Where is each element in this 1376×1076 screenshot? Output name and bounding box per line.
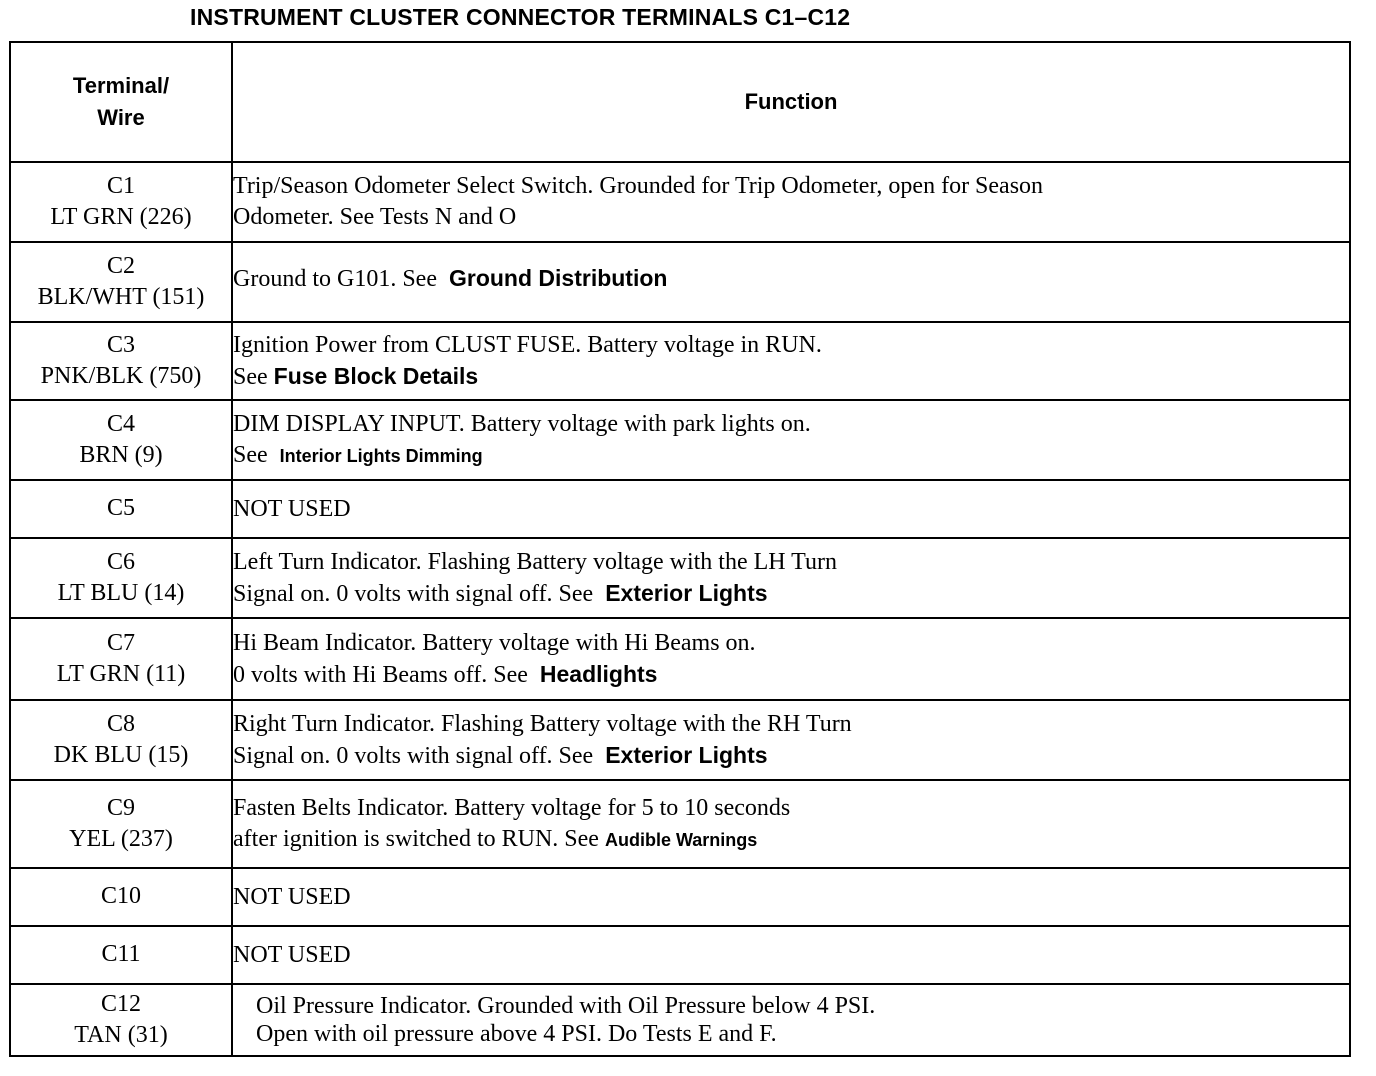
terminal-id: C2: [106, 253, 135, 279]
function-line: Open with oil pressure above 4 PSI. Do Tests E and F.: [256, 1021, 777, 1047]
terminal-cell: [10, 926, 232, 984]
table-row: [10, 400, 1350, 480]
cross-reference: Fuse Block Details: [273, 362, 479, 389]
function-cell: [232, 868, 1350, 926]
terminal-cell: [10, 400, 232, 480]
function-text: See: [233, 363, 268, 390]
wire-color: LT BLU (14): [57, 580, 185, 606]
function-cell: [232, 538, 1350, 618]
wire-color: BRN (9): [79, 442, 163, 468]
function-line: NOT USED: [233, 495, 351, 522]
function-line: NOT USED: [233, 883, 351, 910]
cross-reference: Ground Distribution: [448, 265, 668, 291]
terminal-wire-header: [10, 42, 232, 162]
table-row: [10, 480, 1350, 538]
terminal-cell: [10, 480, 232, 538]
function-line: Right Turn Indicator. Flashing Battery voltage with the RH Turn: [233, 710, 852, 737]
function-line: [233, 824, 1349, 856]
table-row: [10, 984, 1350, 1056]
cross-reference: Exterior Lights: [605, 579, 768, 606]
function-line: Left Turn Indicator. Flashing Battery voltage with the LH Turn: [233, 548, 837, 575]
table-row: [10, 926, 1350, 984]
function-cell: [232, 700, 1350, 780]
cross-reference: Headlights: [539, 660, 658, 687]
terminal-id: C8: [106, 711, 135, 737]
wire-color: LT GRN (11): [56, 661, 186, 687]
table-row: [10, 242, 1350, 322]
terminal-id: C12: [100, 991, 141, 1017]
terminal-header-line2: Wire: [97, 105, 145, 130]
wire-color: YEL (237): [69, 826, 173, 852]
function-text: See: [233, 441, 268, 468]
wire-color: TAN (31): [74, 1022, 168, 1048]
function-line: DIM DISPLAY INPUT. Battery voltage with park lights on.: [233, 410, 811, 437]
terminal-id: C6: [106, 549, 135, 575]
terminal-table: [9, 41, 1351, 1057]
terminal-id: C5: [106, 495, 135, 521]
function-line: [233, 440, 1349, 472]
function-header: Function: [232, 42, 1350, 162]
table-row: [10, 868, 1350, 926]
terminal-id: C3: [106, 332, 135, 358]
function-cell: [232, 926, 1350, 984]
table-row: [10, 162, 1350, 242]
terminal-id: C9: [106, 795, 135, 821]
terminal-cell: [10, 780, 232, 868]
wire-color: BLK/WHT (151): [37, 284, 205, 310]
function-line: [233, 578, 1349, 610]
function-line: Fasten Belts Indicator. Battery voltage for 5 to 10 seconds: [233, 794, 791, 821]
terminal-cell: [10, 538, 232, 618]
terminal-cell: [10, 322, 232, 400]
terminal-cell: [10, 162, 232, 242]
table-row: [10, 322, 1350, 400]
table-row: [10, 538, 1350, 618]
terminal-cell: [10, 618, 232, 700]
terminal-header-line1: Terminal/: [72, 73, 170, 98]
function-cell: [232, 400, 1350, 480]
terminal-cell: [10, 868, 232, 926]
terminal-id: C11: [101, 941, 141, 967]
function-text: Ground to G101. See: [233, 266, 437, 292]
function-cell: [232, 984, 1350, 1056]
table-row: [10, 780, 1350, 868]
wire-color: LT GRN (226): [50, 204, 192, 230]
cross-reference: Audible Warnings: [604, 829, 758, 850]
function-line: [233, 263, 1349, 295]
function-text: Signal on. 0 volts with signal off. See: [233, 580, 594, 607]
function-line: [233, 659, 1349, 691]
wire-color: PNK/BLK (750): [40, 363, 202, 389]
function-line: [233, 740, 1349, 772]
function-text: 0 volts with Hi Beams off. See: [233, 661, 528, 688]
terminal-cell: [10, 984, 232, 1056]
function-text: after ignition is switched to RUN. See: [233, 825, 599, 852]
terminal-id: C4: [106, 411, 135, 437]
function-cell: [232, 618, 1350, 700]
terminal-id: C10: [100, 883, 141, 909]
function-line: NOT USED: [233, 941, 351, 968]
table-row: [10, 700, 1350, 780]
terminal-cell: [10, 700, 232, 780]
function-cell: [232, 480, 1350, 538]
function-line: Hi Beam Indicator. Battery voltage with Hi Beams on.: [233, 629, 756, 656]
function-line: Ignition Power from CLUST FUSE. Battery voltage in RUN.: [233, 331, 822, 358]
terminal-id: C1: [106, 173, 135, 199]
function-cell: [232, 242, 1350, 322]
function-line: Odometer. See Tests N and O: [233, 204, 517, 230]
page-title: INSTRUMENT CLUSTER CONNECTOR TERMINALS C1–C12: [190, 4, 851, 30]
function-line: [233, 361, 1349, 393]
wire-color: DK BLU (15): [53, 742, 189, 768]
cross-reference: Interior Lights Dimming: [279, 445, 483, 466]
function-cell: [232, 322, 1350, 400]
function-cell: [232, 780, 1350, 868]
terminal-id: C7: [106, 630, 135, 656]
function-cell: [232, 162, 1350, 242]
table-row: [10, 618, 1350, 700]
terminal-cell: [10, 242, 232, 322]
function-line: Trip/Season Odometer Select Switch. Grounded for Trip Odometer, open for Season: [233, 173, 1044, 199]
table-header-row: [10, 42, 1350, 162]
function-line: Oil Pressure Indicator. Grounded with Oil Pressure below 4 PSI.: [256, 993, 876, 1019]
cross-reference: Exterior Lights: [605, 741, 768, 768]
function-text: Signal on. 0 volts with signal off. See: [233, 742, 594, 769]
